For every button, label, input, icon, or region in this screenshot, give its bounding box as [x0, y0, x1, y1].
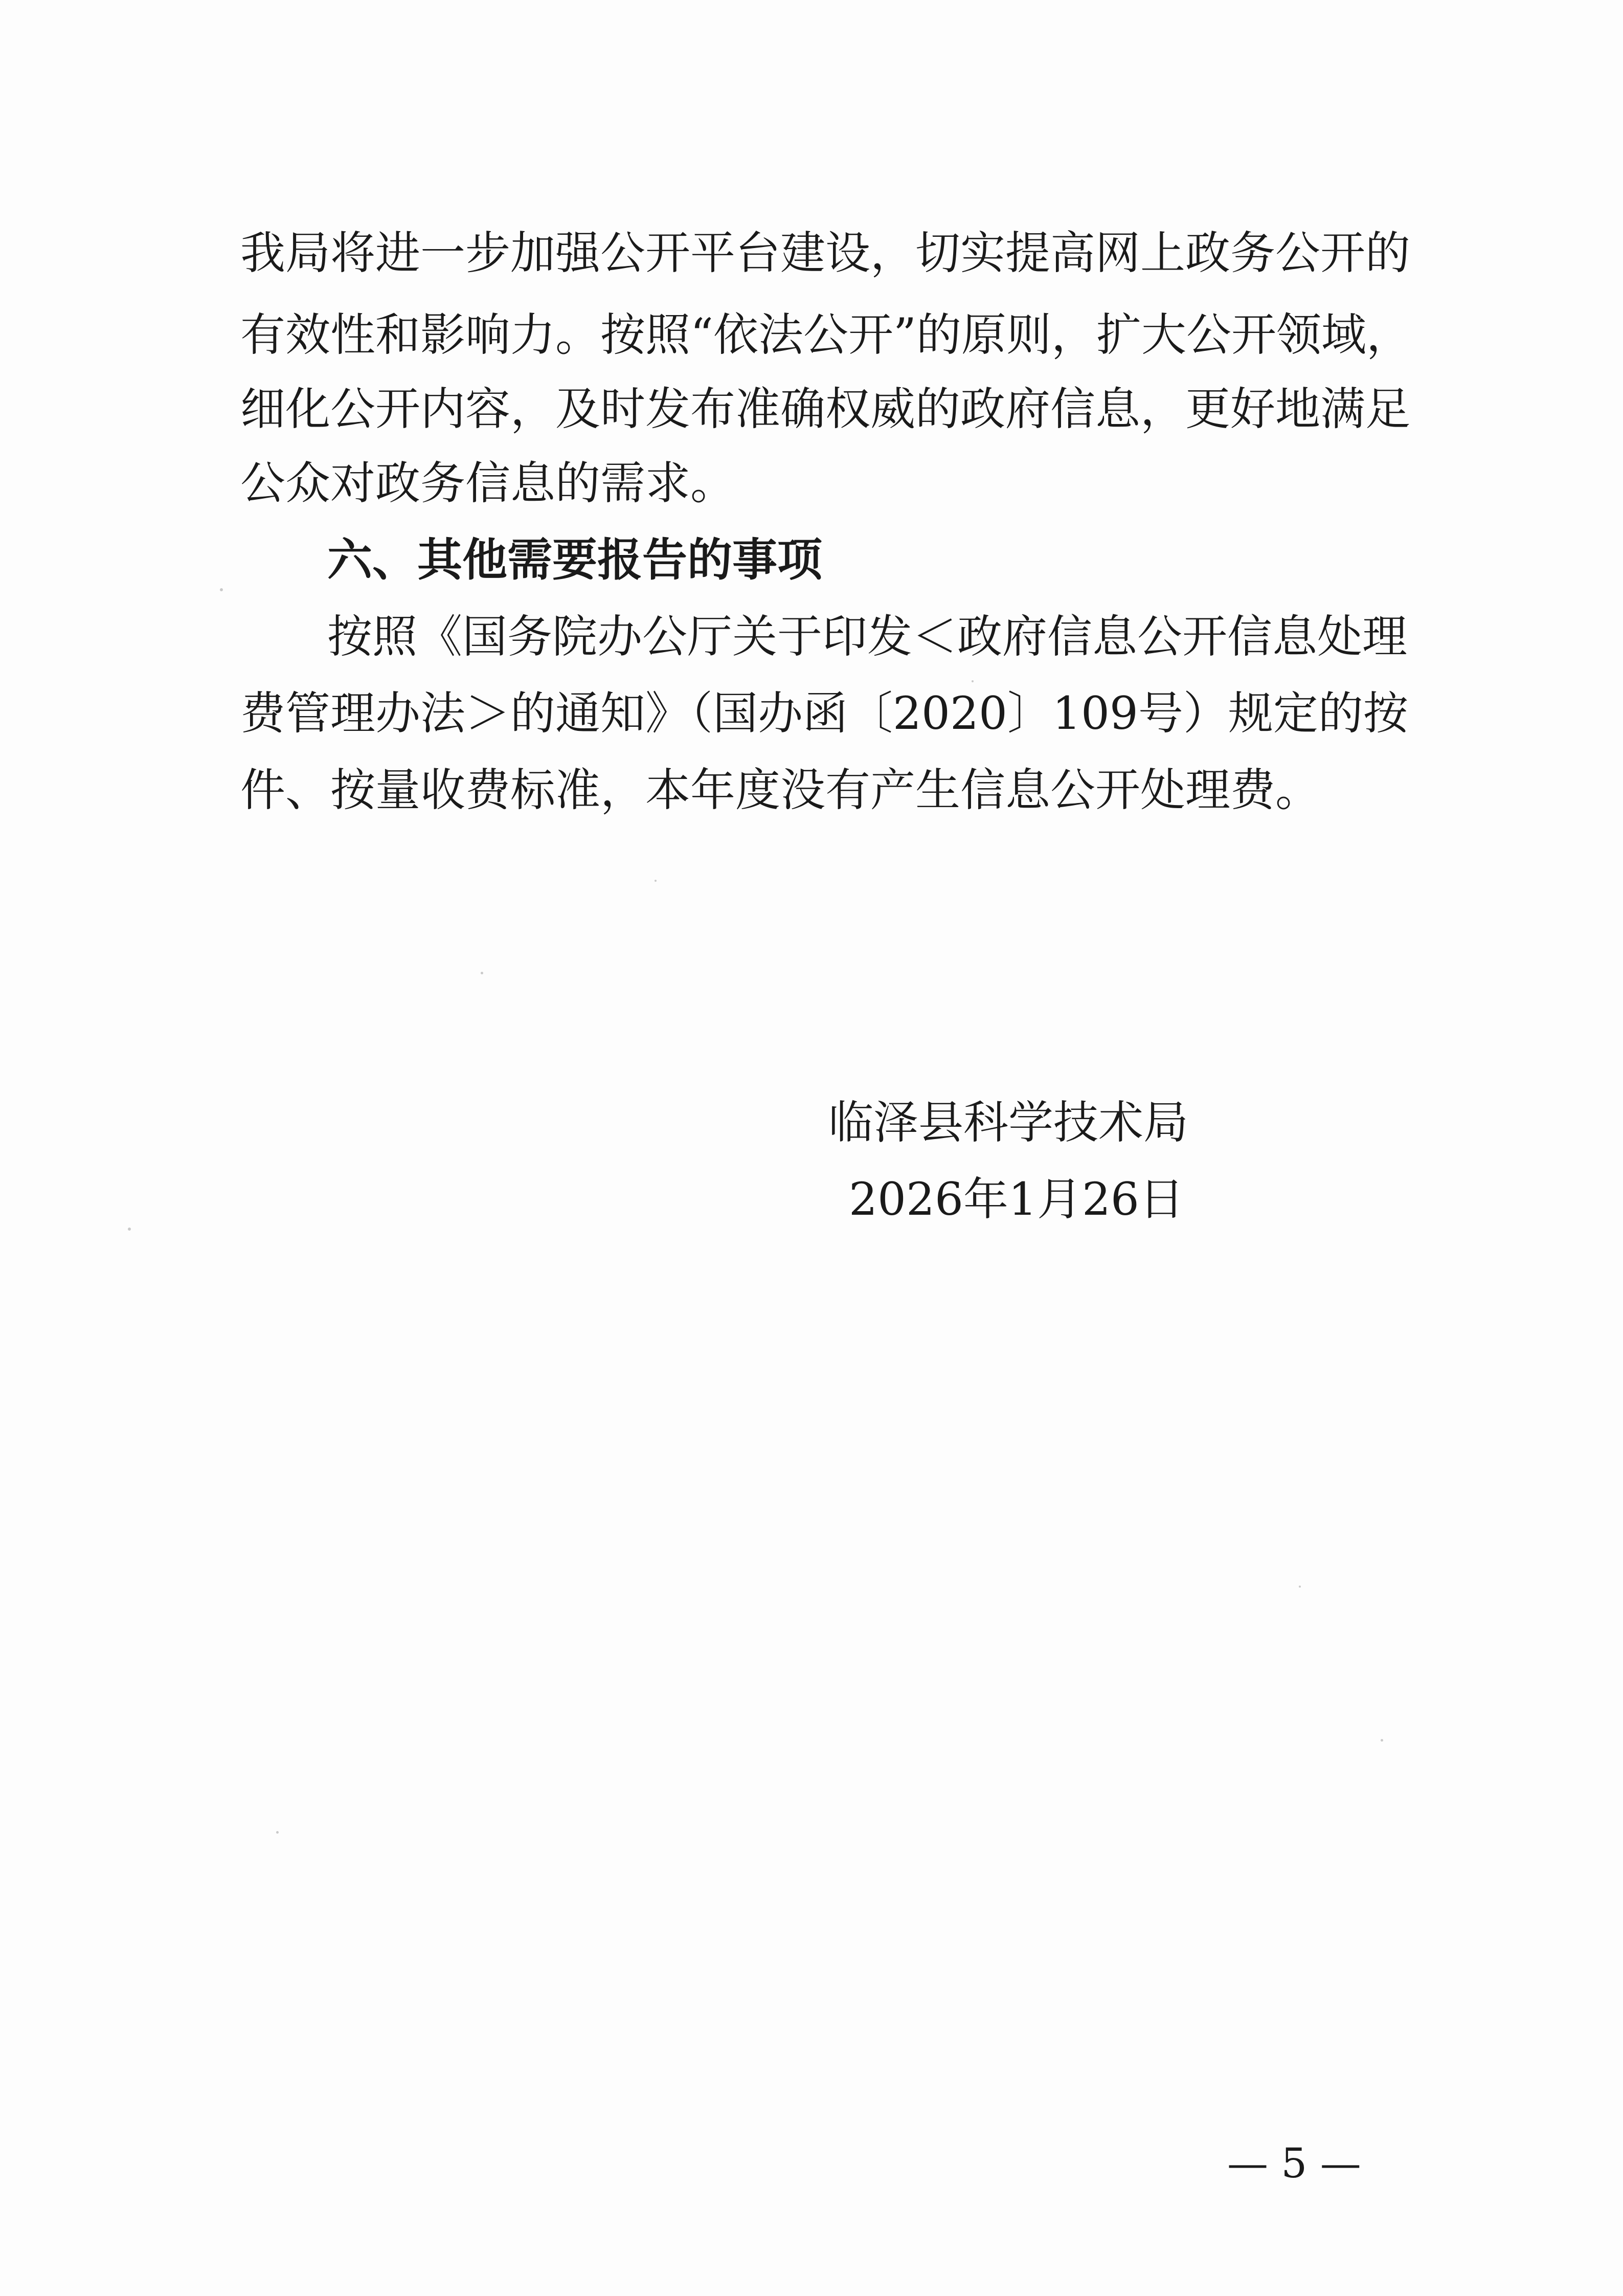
signature-organization: 临泽县科学技术局: [828, 1096, 1189, 1149]
scan-speck: [1381, 1739, 1383, 1742]
paragraph-2-line-2: 费管理办法＞的通知》（国办函〔2020〕109号）规定的按: [240, 687, 1408, 740]
scan-speck: [1299, 1586, 1301, 1588]
paragraph-1-line-3: 细化公开内容，及时发布准确权威的政府信息，更好地满足: [240, 383, 1411, 435]
paragraph-2-line-3: 件、按量收费标准，本年度没有产生信息公开处理费。: [240, 764, 1321, 816]
paragraph-1-line-1: 我局将进一步加强公开平台建设，切实提高网上政务公开的: [240, 227, 1411, 279]
scan-speck: [128, 1228, 131, 1231]
scan-speck: [220, 588, 223, 591]
paragraph-1-line-2: 有效性和影响力。按照“依法公开”的原则，扩大公开领域，: [240, 308, 1411, 361]
signature-date: 2026年1月26日: [849, 1173, 1184, 1225]
page-number: — 5 —: [1227, 2139, 1361, 2187]
scan-speck: [972, 680, 974, 682]
paragraph-1-line-4: 公众对政务信息的需求。: [240, 457, 736, 509]
section-6-heading: 六、其他需要报告的事项: [327, 533, 823, 586]
scan-speck: [655, 880, 657, 882]
scan-speck: [481, 972, 483, 974]
scan-speck: [276, 1831, 279, 1834]
paragraph-2-line-1: 按照《国务院办公厅关于印发＜政府信息公开信息处理: [327, 610, 1408, 663]
